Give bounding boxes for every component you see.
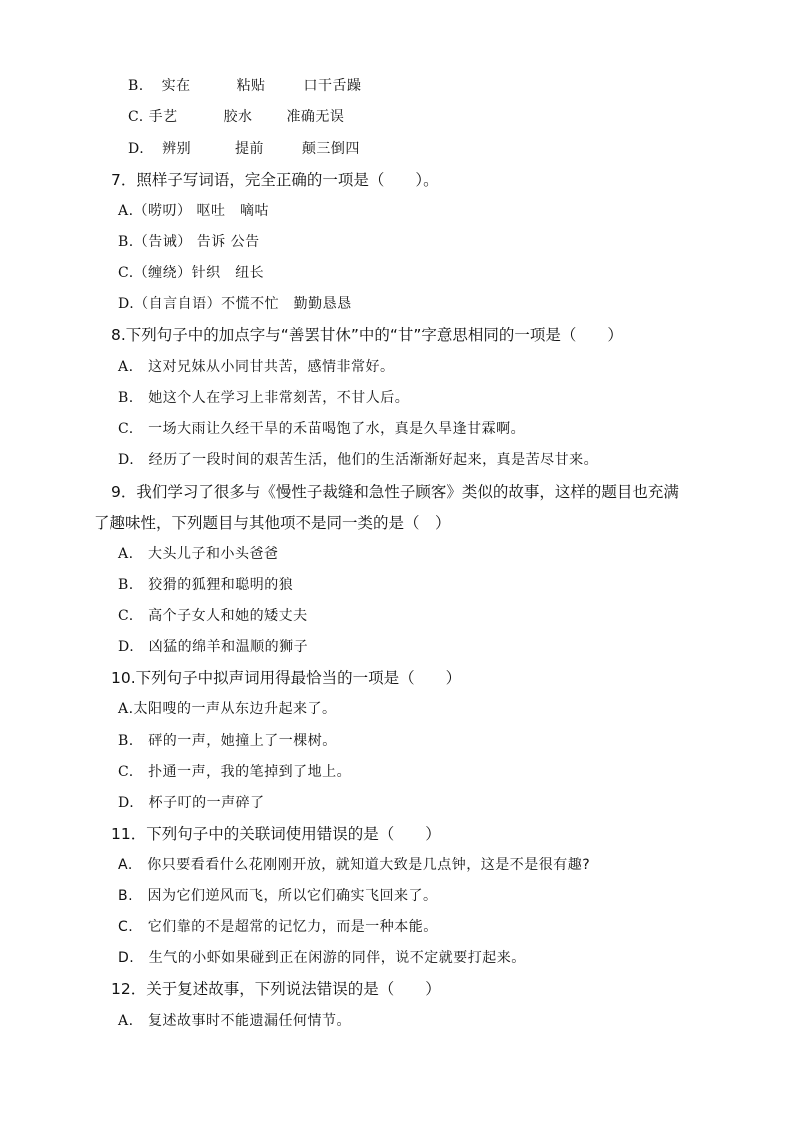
q6-option-c-word-3: 准确无误 — [286, 109, 345, 125]
q8-option-b: B. 她这个人在学习上非常刻苦，不甘人后。 — [118, 390, 410, 406]
q7-option-a: A.（唠叨） 呕吐 嘀咕 — [118, 203, 270, 219]
q7-option-b: B.（告诫） 告诉 公告 — [118, 234, 260, 250]
q11-option-d: D. 生气的小虾如果碰到正在闲游的同伴，说不定就要打起来。 — [118, 950, 526, 966]
q6-option-c-word-1: 手艺 — [148, 109, 178, 125]
q9-stem-line-2: 了趣味性，下列题目与其他项不是同一类的是（ ） — [94, 514, 451, 532]
q7-option-c: C.（缠绕）针织 纽长 — [118, 265, 265, 281]
q12-stem: 12．关于复述故事，下列说法错误的是（ ） — [111, 980, 441, 998]
q11-option-a: A. 你只要看看什么花刚刚开放，就知道大致是几点钟，这是不是很有趣? — [118, 857, 591, 873]
q6-option-d-label: D. — [128, 141, 145, 157]
q6-option-b-word-1: 实在 — [161, 78, 191, 94]
q12-option-a: A. 复述故事时不能遗漏任何情节。 — [118, 1013, 352, 1029]
q10-option-b: B. 砰的一声，她撞上了一棵树。 — [118, 733, 337, 749]
q8-stem: 8.下列句子中的加点字与“善罢甘休”中的“甘”字意思相同的一项是（ ） — [111, 326, 623, 344]
q6-option-d — [128, 139, 360, 159]
q6-option-d-word-2: 提前 — [235, 141, 264, 157]
q11-option-c: C. 它们靠的不是超常的记忆力，而是一种本能。 — [118, 919, 438, 935]
q11-option-b: B. 因为它们逆风而飞，所以它们确实飞回来了。 — [118, 888, 438, 904]
q6-option-d-word-1: 辨别 — [162, 141, 192, 157]
q6-option-c-word-2: 胶水 — [223, 109, 253, 125]
q10-option-a: A.太阳嗖的一声从东边升起来了。 — [118, 701, 337, 717]
q10-option-d: D. 杯子叮的一声碎了 — [118, 795, 265, 811]
q9-option-b: B. 狡猾的狐狸和聪明的狼 — [118, 577, 294, 593]
q7-stem: 7．照样子写词语，完全正确的一项是（ ）。 — [111, 171, 439, 189]
q7-option-d: D.（自言自语）不慌不忙 勤勤恳恳 — [118, 296, 352, 312]
q10-option-c: C. 扑通一声，我的笔掉到了地上。 — [118, 764, 352, 780]
q9-stem-line-1: 9．我们学习了很多与《慢性子裁缝和急性子顾客》类似的故事，这样的题目也充满 — [111, 483, 679, 501]
q6-option-b-word-3: 口干舌躁 — [303, 78, 362, 94]
q8-option-c: C. 一场大雨让久经干旱的禾苗喝饱了水，真是久旱逢甘霖啊。 — [118, 421, 526, 437]
q6-option-c — [128, 107, 344, 127]
q11-stem: 11．下列句子中的关联词使用错误的是（ ） — [111, 825, 441, 843]
q9-option-c: C. 高个子女人和她的矮丈夫 — [118, 608, 308, 624]
q6-option-c-label: C. — [128, 109, 144, 125]
q6-option-b-label: B. — [128, 78, 144, 94]
q10-stem: 10.下列句子中拟声词用得最恰当的一项是（ ） — [111, 669, 462, 687]
q6-option-b — [128, 76, 361, 96]
q9-option-d: D. 凶猛的绵羊和温顺的狮子 — [118, 639, 309, 655]
q9-option-a: A. 大头儿子和小头爸爸 — [118, 546, 279, 562]
q8-option-d: D. 经历了一段时间的艰苦生活，他们的生活渐渐好起来，真是苦尽甘来。 — [118, 452, 599, 468]
q6-option-d-word-3: 颠三倒四 — [301, 141, 360, 157]
q6-option-b-word-2: 粘贴 — [236, 78, 266, 94]
q8-option-a: A. 这对兄妹从小同甘共苦，感情非常好。 — [118, 359, 395, 375]
